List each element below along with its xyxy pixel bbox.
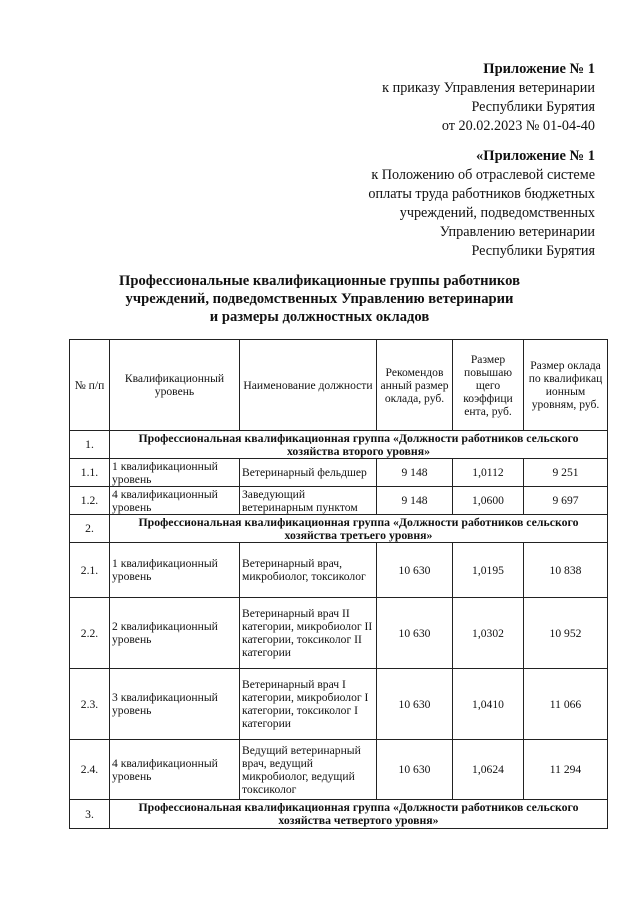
- header-coefficient: Размер повышаю щего коэффици ента, руб.: [453, 340, 524, 431]
- row-salary: 11 294: [524, 740, 608, 800]
- row-position: Заведующий ветеринарным пунктом: [240, 487, 377, 515]
- row-num: 2.3.: [70, 669, 110, 740]
- row-recommended: 9 148: [377, 487, 453, 515]
- group-num: 1.: [70, 431, 110, 459]
- row-salary: 9 697: [524, 487, 608, 515]
- row-coefficient: 1,0195: [453, 543, 524, 598]
- table-row: [70, 543, 608, 598]
- appendix-2-header: [368, 147, 595, 261]
- group-title: Профессиональная квалификационная группа «Должности работников сельского хозяйства третьего уровня»: [110, 515, 608, 543]
- table-row: [70, 598, 608, 669]
- row-level: 2 квалификационный уровень: [110, 598, 240, 669]
- row-position: Ветеринарный врач, микробиолог, токсиколог: [240, 543, 377, 598]
- appendix-1-line: от 20.02.2023 № 01-04-40: [441, 118, 595, 134]
- salary-table: [69, 339, 608, 829]
- row-position: Ведущий ветеринарный врач, ведущий микробиолог, ведущий токсиколог: [240, 740, 377, 800]
- table-row: [70, 487, 608, 515]
- row-coefficient: 1,0600: [453, 487, 524, 515]
- row-num: 2.4.: [70, 740, 110, 800]
- row-recommended: 10 630: [377, 598, 453, 669]
- header-salary: Размер оклада по квалификац ионным уровням, руб.: [524, 340, 608, 431]
- header-position: Наименование должности: [240, 340, 377, 431]
- document-title-line: учреждений, подведомственных Управлению ветеринарии: [125, 291, 514, 307]
- appendix-1-line: к приказу Управления ветеринарии: [382, 80, 595, 96]
- row-coefficient: 1,0624: [453, 740, 524, 800]
- row-recommended: 10 630: [377, 543, 453, 598]
- row-position: Ветеринарный врач II категории, микробиолог II категории, токсиколог II категории: [240, 598, 377, 669]
- row-recommended: 9 148: [377, 459, 453, 487]
- table-row: [70, 459, 608, 487]
- group-row: [70, 431, 608, 459]
- row-num: 1.1.: [70, 459, 110, 487]
- group-num: 3.: [70, 800, 110, 829]
- row-coefficient: 1,0302: [453, 598, 524, 669]
- row-level: 1 квалификационный уровень: [110, 459, 240, 487]
- row-recommended: 10 630: [377, 669, 453, 740]
- appendix-1-title: Приложение № 1: [483, 61, 595, 77]
- document-title-line: и размеры должностных окладов: [209, 309, 430, 325]
- group-num: 2.: [70, 515, 110, 543]
- header-num: № п/п: [70, 340, 110, 431]
- row-recommended: 10 630: [377, 740, 453, 800]
- row-salary: 11 066: [524, 669, 608, 740]
- group-row: [70, 515, 608, 543]
- table-row: [70, 740, 608, 800]
- row-level: 4 квалификационный уровень: [110, 487, 240, 515]
- row-level: 3 квалификационный уровень: [110, 669, 240, 740]
- row-salary: 9 251: [524, 459, 608, 487]
- row-coefficient: 1,0112: [453, 459, 524, 487]
- row-salary: 10 952: [524, 598, 608, 669]
- table-header-row: [70, 340, 608, 431]
- row-num: 2.1.: [70, 543, 110, 598]
- appendix-1-line: Республики Бурятия: [471, 99, 595, 115]
- row-level: 4 квалификационный уровень: [110, 740, 240, 800]
- table-row: [70, 669, 608, 740]
- appendix-2-line: Республики Бурятия: [471, 243, 595, 259]
- appendix-2-line: оплаты труда работников бюджетных: [368, 186, 595, 202]
- header-recommended: Рекомендов анный размер оклада, руб.: [377, 340, 453, 431]
- row-num: 1.2.: [70, 487, 110, 515]
- row-position: Ветеринарный врач I категории, микробиолог I категории, токсиколог I категории: [240, 669, 377, 740]
- row-position: Ветеринарный фельдшер: [240, 459, 377, 487]
- document-title: [0, 272, 639, 326]
- row-num: 2.2.: [70, 598, 110, 669]
- row-level: 1 квалификационный уровень: [110, 543, 240, 598]
- appendix-2-title: «Приложение № 1: [476, 148, 595, 164]
- appendix-2-line: к Положению об отраслевой системе: [371, 167, 595, 183]
- appendix-1-header: [382, 60, 595, 136]
- group-title: Профессиональная квалификационная группа «Должности работников сельского хозяйства четвертого уровня»: [110, 800, 608, 829]
- header-level: Квалификационный уровень: [110, 340, 240, 431]
- group-row: [70, 800, 608, 829]
- row-coefficient: 1,0410: [453, 669, 524, 740]
- appendix-2-line: Управлению ветеринарии: [439, 224, 595, 240]
- group-title: Профессиональная квалификационная группа «Должности работников сельского хозяйства второго уровня»: [110, 431, 608, 459]
- document-title-line: Профессиональные квалификационные группы работников: [119, 273, 520, 289]
- row-salary: 10 838: [524, 543, 608, 598]
- appendix-2-line: учреждений, подведомственных: [399, 205, 595, 221]
